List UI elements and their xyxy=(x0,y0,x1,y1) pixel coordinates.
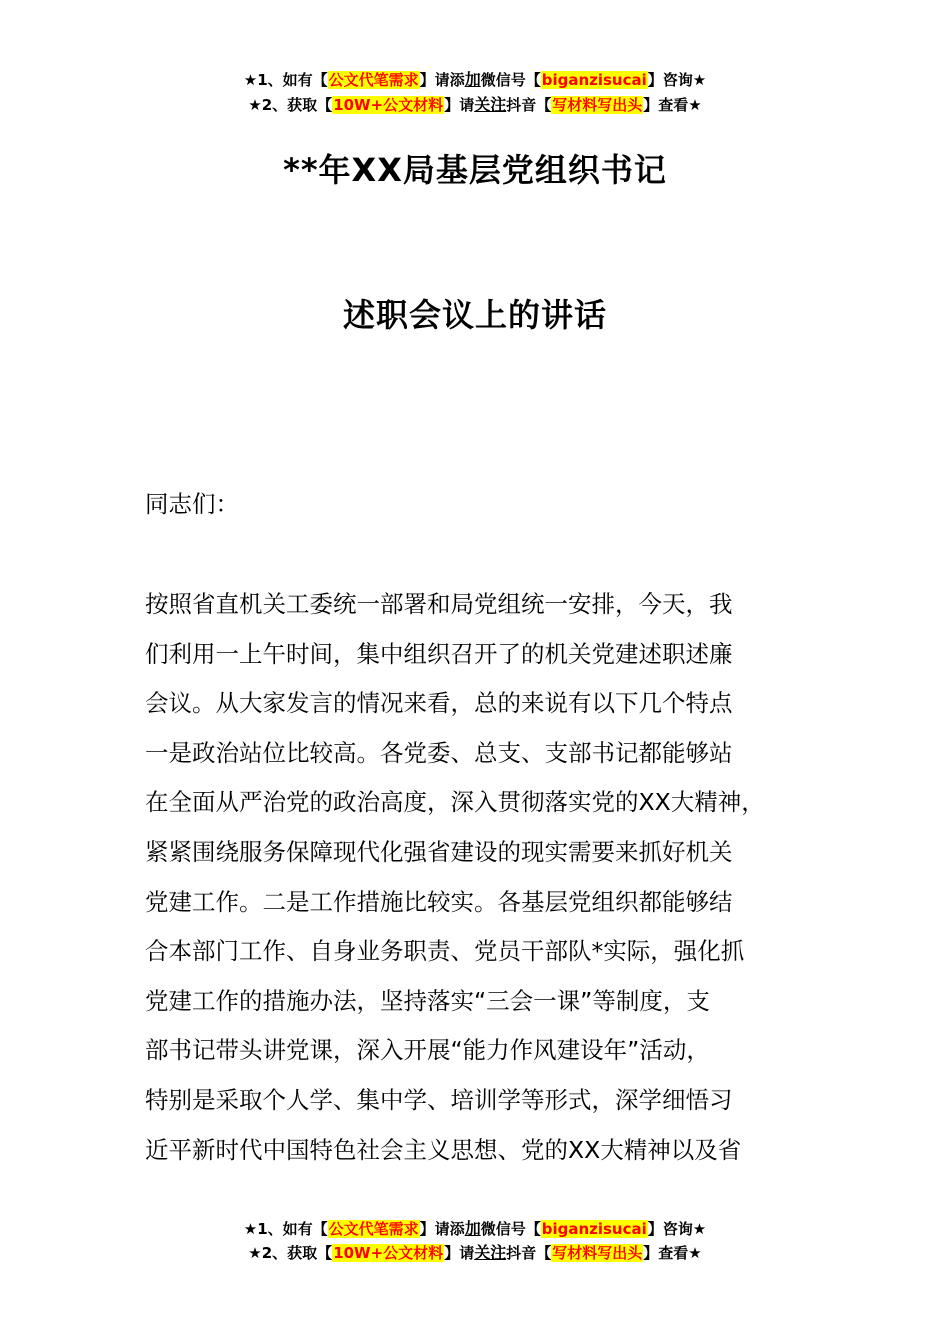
promo-footer-line-2 xyxy=(0,1243,950,1263)
promo-highlight: 公文代笔需求 xyxy=(328,1220,419,1238)
body-line: 在全面从严治党的政治高度，深入贯彻落实党的XX大精神， xyxy=(145,788,765,817)
body-line: 一是政治站位比较高。各党委、总支、支部书记都能够站 xyxy=(145,738,733,767)
promo-highlight: 公文代笔需求 xyxy=(328,71,419,89)
body-line: 们利用一上午时间，集中组织召开了的机关党建述职述廉 xyxy=(145,639,733,668)
promo-text: 】咨询★ xyxy=(647,71,707,89)
body-line: 党建工作的措施办法，坚持落实“三会一课”等制度，支 xyxy=(145,986,710,1015)
body-line: 紧紧围绕服务保障现代化强省建设的现实需要来抓好机关 xyxy=(145,837,733,866)
body-line: 近平新时代中国特色社会主义思想、党的XX大精神以及省 xyxy=(145,1135,742,1164)
promo-header-line-2 xyxy=(0,95,950,115)
promo-highlight-wechat: biganzisucai xyxy=(541,71,647,89)
promo-text: 微信号【 xyxy=(480,1220,541,1238)
promo-text: 】请 xyxy=(444,96,475,114)
body-line: 合本部门工作、自身业务职责、党员干部队*实际，强化抓 xyxy=(145,937,745,966)
promo-text: ★1、如有【 xyxy=(243,71,328,89)
promo-footer-line-1 xyxy=(0,1219,950,1239)
promo-highlight: 10W+公文材料 xyxy=(333,96,444,114)
promo-text: 】请 xyxy=(444,1244,475,1262)
promo-text: 】请添 xyxy=(419,71,465,89)
promo-text: ★2、获取【 xyxy=(248,96,333,114)
promo-highlight-douyin: 写材料写出头 xyxy=(552,1244,643,1262)
promo-text: 微信号【 xyxy=(480,71,541,89)
promo-highlight: 10W+公文材料 xyxy=(333,1244,444,1262)
body-line: 会议。从大家发言的情况来看，总的来说有以下几个特点 xyxy=(145,689,733,718)
body-line: 特别是采取个人学、集中学、培训学等形式，深学细悟习 xyxy=(145,1085,733,1114)
body-line: 部书记带头讲党课，深入开展“能力作风建设年”活动， xyxy=(145,1036,710,1065)
promo-emphasis: 关注 xyxy=(474,1243,507,1262)
body-line: 党建工作。二是工作措施比较实。各基层党组织都能够结 xyxy=(145,887,733,916)
promo-text: ★1、如有【 xyxy=(243,1220,328,1238)
body-paragraph xyxy=(145,580,825,1175)
promo-header-line-1 xyxy=(0,70,950,90)
promo-emphasis: 关注 xyxy=(474,95,507,114)
promo-highlight-douyin: 写材料写出头 xyxy=(552,96,643,114)
salutation: 同志们： xyxy=(145,490,239,518)
promo-text: 抖音【 xyxy=(506,1244,552,1262)
promo-text: ★2、获取【 xyxy=(248,1244,333,1262)
promo-text: 抖音【 xyxy=(506,96,552,114)
document-title-line-1: **年XX局基层党组织书记 xyxy=(283,151,667,189)
body-line: 按照省直机关工委统一部署和局党组统一安排，今天，我 xyxy=(145,590,733,618)
promo-text: 】查看★ xyxy=(643,1244,702,1262)
promo-emphasis: 加 xyxy=(464,70,481,89)
promo-text: 】咨询★ xyxy=(647,1220,707,1238)
promo-emphasis: 加 xyxy=(464,1219,481,1238)
promo-highlight-wechat: biganzisucai xyxy=(541,1220,647,1238)
document-title-line-2: 述职会议上的讲话 xyxy=(342,296,607,334)
promo-text: 】请添 xyxy=(419,1220,465,1238)
promo-text: 】查看★ xyxy=(643,96,702,114)
